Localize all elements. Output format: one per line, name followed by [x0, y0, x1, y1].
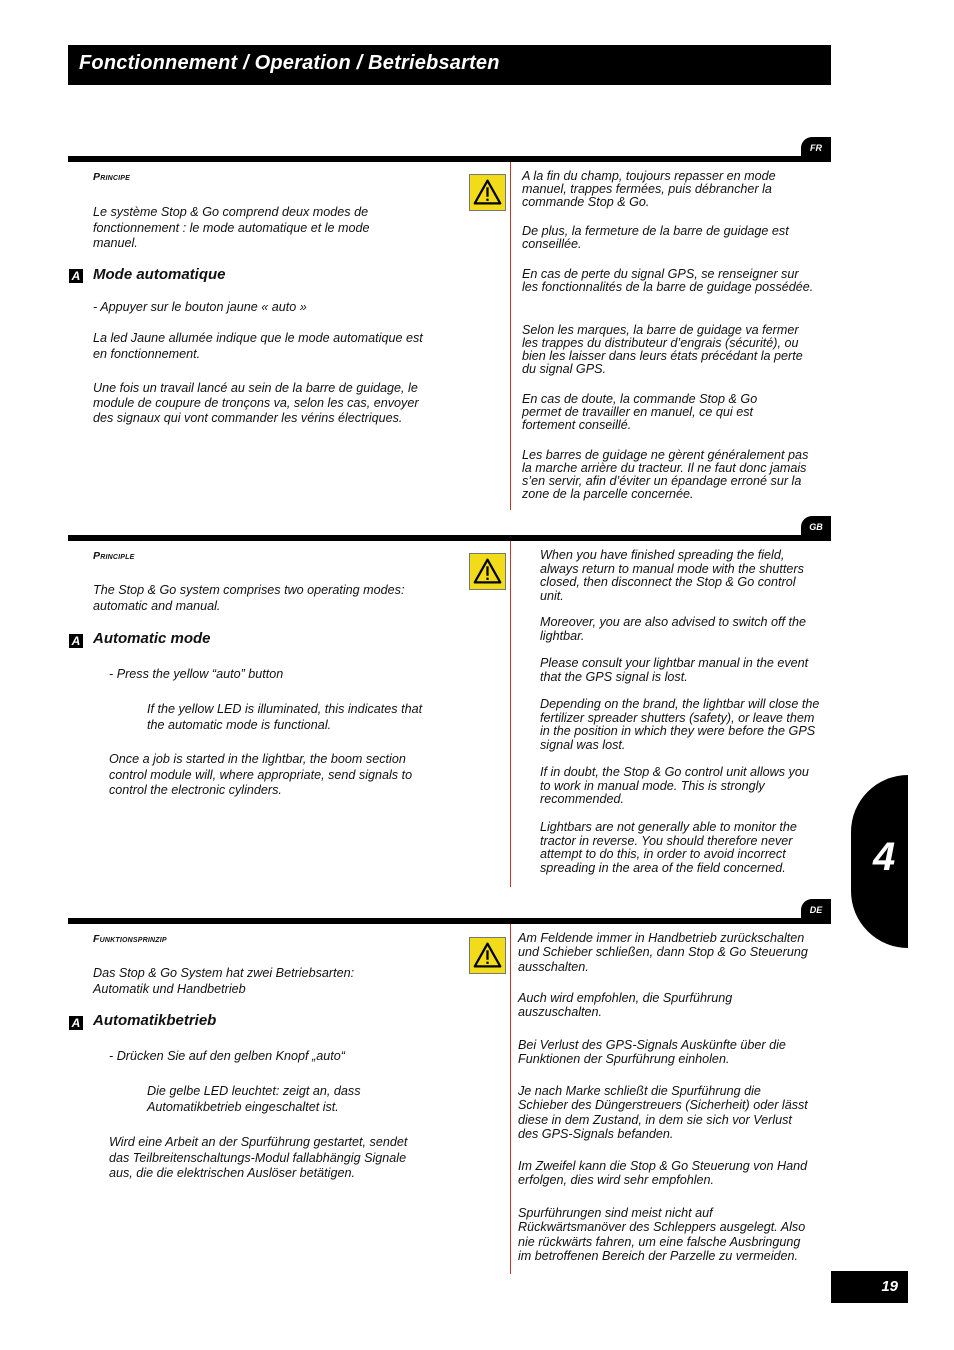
chapter-tab [851, 775, 908, 948]
marker-a-gb: A [69, 634, 83, 648]
warning-icon [469, 553, 506, 590]
section-rule-de [68, 918, 831, 924]
right-para-fr-4: Selon les marques, la barre de guidage va fermer les trappes du distributeur d’engrais (sécurité), ou bien les laisser dans leurs états précédant la perte du signal GPS. [522, 323, 803, 376]
chapter-number: 4 [873, 835, 896, 879]
left-para-gb-2: If the yellow LED is illuminated, this indicates that the automatic mode is functional. [147, 702, 423, 732]
principle-title-de: Funktionsprinzip [93, 933, 167, 945]
right-para-gb-4: Depending on the brand, the lightbar will close the fertilizer spreader shutters (safety), or leave them in the position in which they were before the GPS signal was lost. [540, 697, 820, 752]
right-para-gb-6: Lightbars are not generally able to monitor the tractor in reverse. You should therefore never attempt to do this, in order to avoid incorrect spreading in the area of the field concerned. [540, 820, 797, 875]
section-rule-gb [68, 535, 831, 541]
principle-title-fr: Principe [93, 171, 130, 183]
left-para-fr-3: Une fois un travail lancé au sein de la barre de guidage, le module de coupure de tronçons va, selon les cas, envoyer des signaux qui vont commander les vérins électriques. [93, 381, 419, 425]
left-para-gb-3: Once a job is started in the lightbar, the boom section control module will, where appropriate, send signals to control the electronic cylinders. [109, 752, 413, 797]
right-para-gb-5: If in doubt, the Stop & Go control unit allows you to work in manual mode. This is strongly recommended. [540, 765, 809, 807]
column-divider-fr [510, 162, 511, 510]
right-para-de-6: Spurführungen sind meist nicht auf Rückwärtsmanöver des Schleppers ausgelegt. Also nie rückwärts fahren, um eine falsche Ausbringung im betroffenen Bereich der Parzelle zu vermeiden. [518, 1206, 806, 1264]
right-para-de-3: Bei Verlust des GPS-Signals Auskünfte über die Funktionen der Spurführung einholen. [518, 1038, 786, 1067]
right-para-fr-1: A la fin du champ, toujours repasser en mode manuel, trappes fermées, puis débrancher la commande Stop & Go. [522, 169, 776, 209]
marker-a-fr: A [69, 269, 83, 283]
right-para-gb-1: When you have finished spreading the field, always return to manual mode with the shutters closed, then disconnect the Stop & Go control unit. [540, 548, 804, 603]
principle-title-gb: Principle [93, 550, 135, 562]
left-para-fr-2: La led Jaune allumée indique que le mode automatique est en fonctionnement. [93, 331, 423, 361]
right-para-gb-3: Please consult your lightbar manual in the event that the GPS signal is lost. [540, 656, 809, 684]
column-divider-gb [510, 541, 511, 887]
left-para-de-3: Wird eine Arbeit an der Spurführung gestartet, sendet das Teilbreitenschaltungs-Modul fallabhängig Signale aus, die die elektrischen Auslöser betätigen. [109, 1135, 408, 1180]
right-para-de-5: Im Zweifel kann die Stop & Go Steuerung von Hand erfolgen, dies wird sehr empfohlen. [518, 1159, 808, 1188]
mode-title-fr: Mode automatique [93, 266, 226, 283]
right-para-de-1: Am Feldende immer in Handbetrieb zurückschalten und Schieber schließen, dann Stop & Go Steuerung ausschalten. [518, 931, 808, 974]
warning-icon [469, 937, 506, 974]
lang-badge-gb: GB [801, 516, 831, 538]
left-para-fr-1: - Appuyer sur le bouton jaune « auto » [93, 300, 307, 314]
left-para-de-1: - Drücken Sie auf den gelben Knopf „auto“ [109, 1049, 345, 1063]
left-para-de-2: Die gelbe LED leuchtet: zeigt an, dass Automatikbetrieb eingeschaltet ist. [147, 1084, 361, 1114]
header-bar [68, 45, 831, 85]
right-para-gb-2: Moreover, you are also advised to switch off the lightbar. [540, 615, 807, 643]
page-title: Fonctionnement / Operation / Betriebsarten [79, 52, 500, 74]
right-para-fr-3: En cas de perte du signal GPS, se renseigner sur les fonctionnalités de la barre de guidage possédée. [522, 267, 814, 294]
marker-a-de: A [69, 1016, 83, 1030]
intro-de: Das Stop & Go System hat zwei Betriebsarten: Automatik und Handbetrieb [93, 966, 355, 996]
left-para-gb-1: - Press the yellow “auto” button [109, 667, 284, 681]
mode-title-gb: Automatic mode [93, 630, 211, 647]
right-para-de-2: Auch wird empfohlen, die Spurführung auszuschalten. [518, 991, 733, 1020]
right-para-fr-5: En cas de doute, la commande Stop & Go permet de travailler en manuel, ce qui est fortement conseillé. [522, 392, 758, 432]
lang-badge-de: DE [801, 899, 831, 921]
right-para-de-4: Je nach Marke schließt die Spurführung die Schieber des Düngerstreuers (Sicherheit) oder lässt diese in dem Zustand, in dem sie sich vor Verlust des GPS-Signals befanden. [518, 1084, 808, 1142]
warning-icon [469, 174, 506, 211]
intro-fr: Le système Stop & Go comprend deux modes de fonctionnement : le mode automatique et le mode manuel. [93, 205, 370, 250]
page-number: 19 [831, 1271, 908, 1303]
right-para-fr-2: De plus, la fermeture de la barre de guidage est conseillée. [522, 224, 789, 251]
intro-gb: The Stop & Go system comprises two operating modes: automatic and manual. [93, 583, 405, 613]
section-rule-fr [68, 156, 831, 162]
lang-badge-fr: FR [801, 137, 831, 159]
column-divider-de [510, 924, 511, 1274]
right-para-fr-6: Les barres de guidage ne gèrent généralement pas la marche arrière du tracteur. Il ne faut donc jamais s’en servir, afin d’éviter un épandage erroné sur la zone de la parcelle concernée. [522, 448, 809, 501]
mode-title-de: Automatikbetrieb [93, 1012, 217, 1029]
